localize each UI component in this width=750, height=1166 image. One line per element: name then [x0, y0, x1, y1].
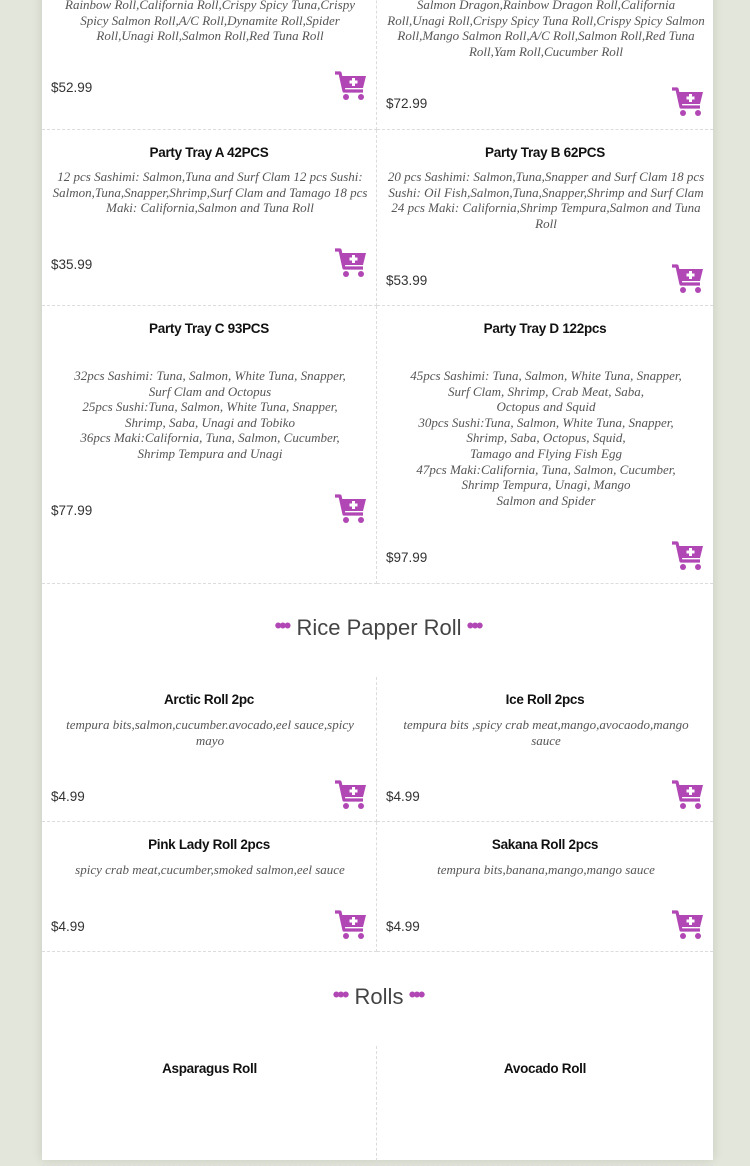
description-line: 47pcs Maki:California, Tuna, Salmon, Cucumber, Shrimp Tempura, Unagi, Mango — [416, 461, 676, 493]
add-to-cart-button[interactable] — [334, 493, 368, 525]
add-to-cart-button[interactable] — [671, 86, 705, 118]
section-title-rice-paper-roll — [42, 615, 713, 641]
item-description: Rainbow Roll,California Roll,Crispy Spicy Tuna,Crispy Spicy Salmon Roll,A/C Roll,Dynamite Roll,Spider Roll,Unagi Roll,Salmon Roll,Red Tuna Roll — [65, 0, 355, 44]
description-line: Octopus and Squid — [496, 399, 596, 415]
add-to-cart-button[interactable] — [334, 909, 368, 941]
cart-plus-icon — [334, 909, 368, 941]
item-name: Party Tray C 93PCS — [149, 321, 269, 336]
description-line: 30pcs Sushi:Tuna, Salmon, White Tuna, Snapper, Shrimp, Saba, Octopus, Squid, — [418, 414, 674, 446]
item-name: Avocado Roll — [503, 1061, 587, 1076]
item-description — [64, 368, 356, 462]
menu-item-sakana-roll — [377, 822, 713, 952]
add-to-cart-button[interactable] — [334, 70, 368, 102]
item-price: $4.99 — [386, 919, 420, 934]
description-line: 45pcs Sashimi: Tuna, Salmon, White Tuna, Snapper, Surf Clam, Shrimp, Crab Meat, Saba, — [410, 368, 682, 399]
cart-plus-icon — [671, 779, 705, 811]
description-line: 25pcs Sushi:Tuna, Salmon, White Tuna, Snapper, Shrimp, Saba, Unagi and Tobiko — [82, 399, 338, 430]
item-name: Party Tray B 62PCS — [485, 145, 605, 160]
section-dots: ••• — [466, 613, 481, 638]
cart-plus-icon — [671, 909, 705, 941]
cart-plus-icon — [671, 540, 705, 572]
section-title-text: Rice Papper Roll — [296, 615, 462, 640]
menu-item-combo-1 — [42, 0, 377, 130]
menu-item-arctic-roll — [42, 677, 377, 822]
cart-plus-icon — [671, 86, 705, 118]
cart-plus-icon — [334, 779, 368, 811]
add-to-cart-button[interactable] — [334, 247, 368, 279]
item-name: Sakana Roll 2pcs — [491, 837, 599, 852]
description-line: Tamago and Flying Fish Egg — [470, 445, 622, 461]
item-price: $35.99 — [51, 257, 93, 272]
menu-item-avocado-roll — [377, 1046, 713, 1166]
item-price: $53.99 — [386, 273, 428, 288]
item-description: 12 pcs Sashimi: Salmon,Tuna and Surf Clam 12 pcs Sushi: Salmon,Tuna,Snapper,Shrimp,Surf Clam and Tamago 18 pcs Maki: California,Salmon and Tuna Roll — [52, 169, 368, 216]
item-price: $4.99 — [386, 789, 420, 804]
menu-item-combo-2 — [377, 0, 713, 130]
description-line: 36pcs Maki:California, Tuna, Salmon, Cucumber, Shrimp Tempura and Unagi — [80, 430, 340, 461]
description-line: 32pcs Sashimi: Tuna, Salmon, White Tuna, Snapper, Surf Clam and Octopus — [74, 368, 346, 399]
menu-item-party-tray-c — [42, 306, 377, 584]
add-to-cart-button[interactable] — [671, 779, 705, 811]
cart-plus-icon — [671, 263, 705, 295]
item-name: Ice Roll 2pcs — [505, 692, 585, 707]
add-to-cart-button[interactable] — [671, 540, 705, 572]
cart-plus-icon — [334, 70, 368, 102]
item-name: Pink Lady Roll 2pcs — [148, 837, 270, 852]
menu-item-party-tray-b — [377, 130, 713, 306]
item-price: $72.99 — [386, 96, 428, 111]
item-name: Asparagus Roll — [162, 1061, 257, 1076]
add-to-cart-button[interactable] — [671, 263, 705, 295]
add-to-cart-button[interactable] — [334, 779, 368, 811]
section-dots: ••• — [332, 982, 347, 1007]
item-name: Party Tray A 42PCS — [149, 145, 269, 160]
menu-item-ice-roll — [377, 677, 713, 822]
menu-panel — [42, 0, 713, 1160]
item-price: $4.99 — [51, 789, 85, 804]
cart-plus-icon — [334, 493, 368, 525]
section-dots: ••• — [274, 613, 289, 638]
item-description — [401, 368, 691, 508]
section-dots: ••• — [408, 982, 423, 1007]
item-name: Party Tray D 122pcs — [483, 321, 607, 336]
menu-item-party-tray-a — [42, 130, 377, 306]
menu-item-asparagus-roll — [42, 1046, 377, 1166]
item-description: tempura bits ,spicy crab meat,mango,avocaodo,mango sauce — [403, 717, 689, 748]
menu-item-pink-lady-roll — [42, 822, 377, 952]
item-description: tempura bits,salmon,cucumber.avocado,eel sauce,spicy mayo — [66, 717, 354, 748]
menu-item-party-tray-d — [377, 306, 713, 584]
item-description: Salmon Dragon,Rainbow Dragon Roll,California Roll,Unagi Roll,Crispy Spicy Tuna Roll,Crispy Spicy Salmon Roll,Mango Salmon Roll,A/C Roll,Salmon Roll,Red Tuna Roll,Yam Roll,Cucumber Roll — [387, 0, 705, 59]
item-description: tempura bits,banana,mango,mango sauce — [437, 862, 655, 877]
item-price: $97.99 — [386, 550, 428, 565]
section-title-rolls — [42, 984, 713, 1010]
item-description: 20 pcs Sashimi: Salmon,Tuna,Snapper and Surf Clam 18 pcs Sushi: Oil Fish,Salmon,Tuna,Snapper,Shrimp and Surf Clam 24 pcs Maki: California,Shrimp Tempura,Salmon and Tuna Roll — [387, 169, 705, 231]
item-name: Arctic Roll 2pc — [163, 692, 255, 707]
item-price: $77.99 — [51, 503, 93, 518]
section-title-text: Rolls — [354, 984, 404, 1009]
item-price: $4.99 — [51, 919, 85, 934]
cart-plus-icon — [334, 247, 368, 279]
item-price: $52.99 — [51, 80, 93, 95]
add-to-cart-button[interactable] — [671, 909, 705, 941]
item-description: spicy crab meat,cucumber,smoked salmon,eel sauce — [75, 862, 345, 877]
description-line: Salmon and Spider — [496, 492, 596, 508]
